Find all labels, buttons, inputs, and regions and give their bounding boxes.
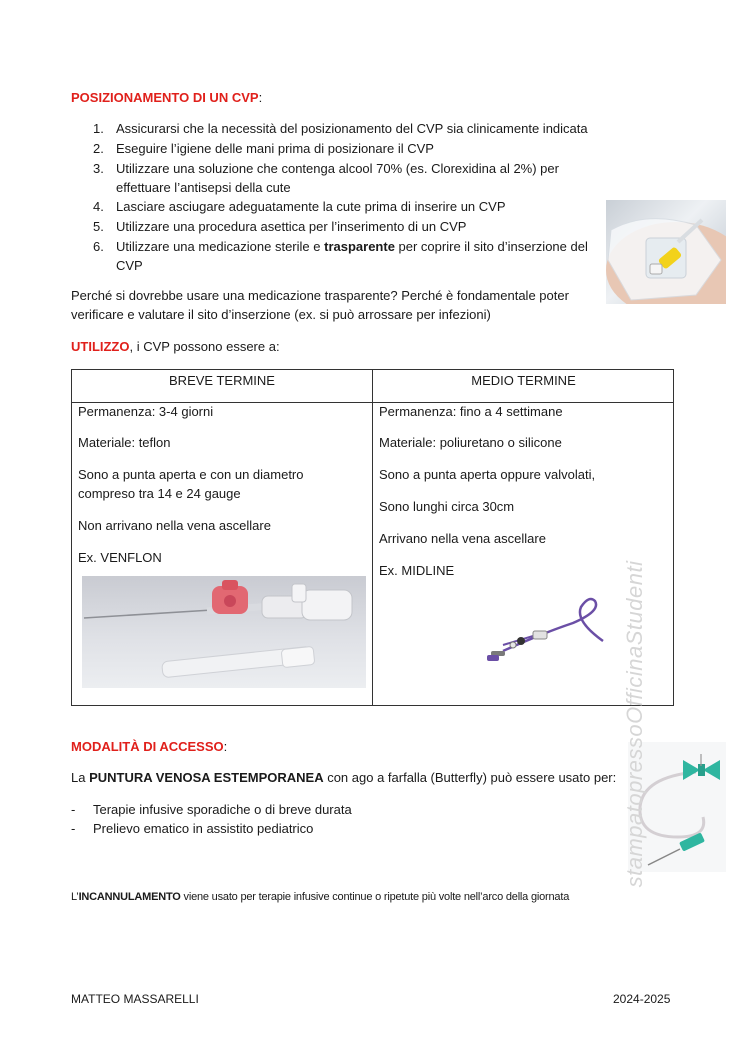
list-text: Utilizzare una soluzione che contenga alcool 70% (es. Clorexidina al 2%) per effettuare l’antisepsi della cute: [116, 160, 559, 195]
transparent-dressing-photo: [606, 200, 726, 304]
table-cell: Sono lunghi circa 30cm: [379, 499, 515, 514]
table-column-short-term: [72, 403, 372, 705]
table-cell: Permanenza: fino a 4 settimane: [379, 404, 563, 419]
list-text: Eseguire l’igiene delle mani prima di posizionare il CVP: [116, 140, 434, 156]
access-uses-list: [71, 801, 352, 839]
list-item: [71, 198, 631, 217]
list-number: 2.: [93, 140, 104, 156]
heading-suffix: :: [258, 90, 263, 105]
heading-suffix: , i CVP possono essere a:: [129, 339, 280, 354]
incannulamento-note: [71, 890, 569, 906]
table-cell: Ex. MIDLINE: [379, 563, 455, 578]
intro-text: con ago a farfalla (Butterfly) può essere usato per:: [323, 770, 617, 785]
list-item: [71, 218, 631, 237]
list-number: 5.: [93, 219, 104, 235]
list-number: 6.: [93, 239, 104, 255]
list-item: [71, 120, 631, 139]
list-item: [71, 238, 596, 276]
midline-catheter-photo: [483, 593, 623, 668]
list-number: 4.: [93, 199, 104, 215]
section-heading-usage: [71, 338, 280, 357]
footer-year: 2024-2025: [613, 992, 671, 1006]
venflon-catheter-photo: [82, 576, 366, 688]
note-text-bold: INCANNULAMENTO: [78, 891, 181, 903]
catheter-comparison-table: [71, 369, 674, 706]
section-heading-positioning: [71, 89, 262, 108]
table-cell: Materiale: teflon: [78, 435, 171, 450]
intro-text: La: [71, 770, 90, 785]
table-cell: Ex. VENFLON: [78, 550, 162, 565]
list-text-bold: trasparente: [324, 239, 395, 255]
list-item: - Prelievo ematico in assistito pediatrico: [71, 820, 352, 839]
heading-suffix: :: [223, 739, 228, 754]
list-text: Lasciare asciugare adeguatamente la cute prima di inserire un CVP: [116, 199, 506, 215]
list-number: 3.: [93, 160, 104, 176]
table-cell: Sono a punta aperta e con un diametro compreso tra 14 e 24 gauge: [78, 467, 304, 501]
watermark: stampatopressoOfficinaStudenti: [622, 560, 648, 888]
footer-author: MATTEO MASSARELLI: [71, 992, 199, 1006]
table-header-short-term: BREVE TERMINE: [72, 370, 372, 403]
list-text: Utilizzare una medicazione sterile e: [116, 239, 325, 255]
list-item: [71, 160, 591, 198]
table-header-medium-term: MEDIO TERMINE: [373, 370, 674, 403]
heading-text: MODALITÀ DI ACCESSO: [71, 739, 224, 754]
list-number: 1.: [93, 121, 104, 136]
table-cell: Arrivano nella vena ascellare: [379, 531, 546, 546]
access-intro: [71, 769, 616, 788]
note-text: L’: [71, 891, 79, 903]
list-text: Assicurarsi che la necessità del posizionamento del CVP sia clinicamente indicata: [116, 121, 588, 136]
table-cell: Materiale: poliuretano o silicone: [379, 435, 562, 450]
list-item: - Terapie infusive sporadiche o di breve durata: [71, 801, 352, 820]
table-cell: Sono a punta aperta oppure valvolati,: [379, 467, 596, 482]
section-heading-access: [71, 738, 227, 757]
list-item: [71, 140, 631, 159]
note-text: viene usato per terapie infusive continue o ripetute più volte nell’arco della giornata: [180, 891, 570, 903]
heading-text: UTILIZZO: [71, 339, 130, 354]
positioning-steps-list: [71, 120, 631, 277]
list-text: Utilizzare una procedura asettica per l’inserimento di un CVP: [116, 219, 467, 235]
table-cell: Non arrivano nella vena ascellare: [78, 518, 271, 533]
list-text: per coprire il sito d’inserzione del CVP: [116, 239, 588, 273]
heading-text: POSIZIONAMENTO DI UN CVP: [71, 90, 259, 105]
table-cell: Permanenza: 3-4 giorni: [78, 404, 214, 419]
positioning-note: Perché si dovrebbe usare una medicazione trasparente? Perché è fondamentale poter verificare e valutare il sito d’inserzione (ex. si può arrossare per infezioni): [71, 288, 569, 322]
intro-text-bold: PUNTURA VENOSA ESTEMPORANEA: [89, 770, 324, 785]
